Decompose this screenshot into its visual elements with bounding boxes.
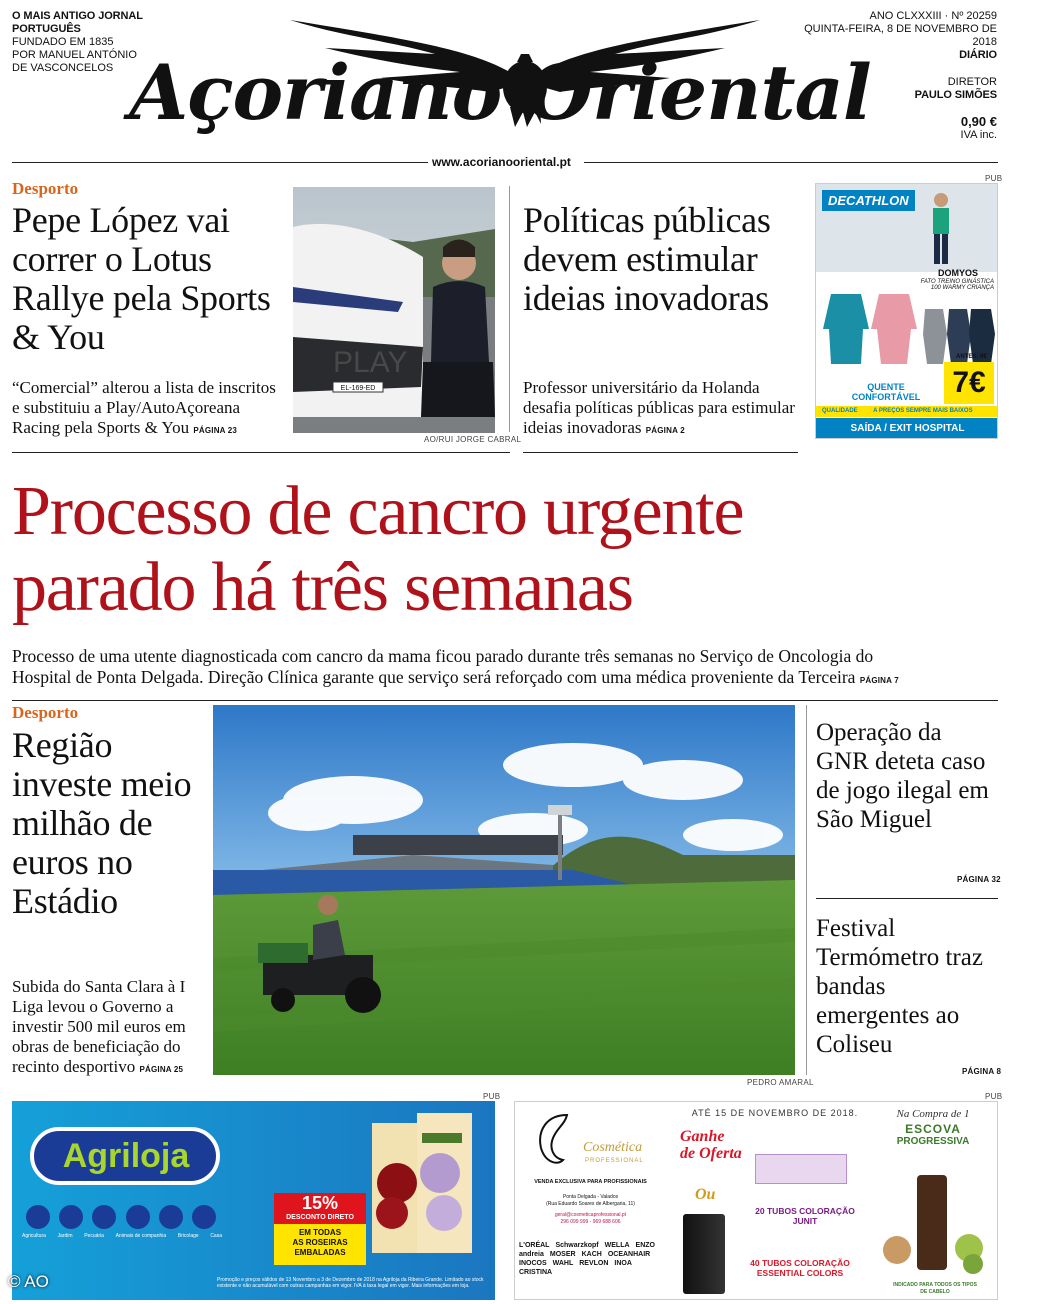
icon-label: Agricultura <box>22 1233 46 1239</box>
icon-label: Bricolage <box>177 1233 199 1239</box>
brand-logo: MOSER <box>549 1251 576 1258</box>
junit-product-icon <box>755 1154 847 1184</box>
story-lead-text: Subida do Santa Clara à I Liga levou o Governo a investir 500 mil euros em obras de beneficiação do recinto desportivo <box>12 977 186 1076</box>
frequency: DIÁRIO <box>959 49 997 61</box>
main-headline[interactable] <box>12 474 743 626</box>
story-headline[interactable]: Pepe López vai correr o Lotus Rallye pela Sports & You <box>12 200 271 357</box>
offer-line-1: 20 TUBOS COLORAÇÃO <box>755 1206 855 1216</box>
story-lead <box>12 378 287 441</box>
agriloja-icon-labels <box>22 1233 222 1239</box>
exclusive-note: VENDA EXCLUSIVA PARA PROFISSIONAIS <box>534 1179 647 1185</box>
main-lead-line-1: Processo de uma utente diagnosticada com cancro da mama ficou parado durante três semanas no Serviço de Oncologia do <box>12 646 874 666</box>
brand-logo: CRISTINA <box>519 1269 553 1276</box>
or-label: Ou <box>695 1186 716 1203</box>
tracksuits-icon <box>821 289 996 364</box>
divider <box>12 700 998 701</box>
car-plate: EL-169-ED <box>340 385 376 392</box>
animais-icon <box>126 1205 150 1229</box>
stadium-photo <box>213 705 795 1075</box>
masthead-rule-right <box>584 162 998 163</box>
bricolage-icon <box>159 1205 183 1229</box>
brand-logo: INOA <box>614 1260 632 1267</box>
icon-label: Jardim <box>57 1233 73 1239</box>
icon-label: Pecuária <box>84 1233 104 1239</box>
ad-label: PUB <box>483 1092 501 1101</box>
page-reference[interactable]: PÁGINA 32 <box>957 875 1001 884</box>
column-divider <box>509 186 510 432</box>
issue-date: QUINTA-FEIRA, 8 DE NOVEMBRO DE 2018 <box>804 23 997 48</box>
car-text: PLAY <box>333 346 408 379</box>
exit-hospital-label: SAÍDA / EXIT HOSPITAL <box>816 418 998 439</box>
cosmetica-ad[interactable] <box>514 1101 998 1300</box>
address-line-2: (Rua Eduardo Soares de Albergaria, 11) <box>546 1201 635 1207</box>
brand-logo: WAHL <box>552 1260 574 1267</box>
section-kicker: Desporto <box>12 703 79 722</box>
column-divider <box>806 705 807 1075</box>
agriloja-fineprint: Promoção e preços válidos de 13 Novembro a 3 de Dezembro de 2018 na Agriloja da Ribeira Grande. Limitado ao stock existente e não acumulável com outras campanhas em vigor. IVA à taxa legal em vigor. Mais informações em loja. <box>217 1277 484 1289</box>
address-line-1: Ponta Delgada - Valados <box>562 1194 619 1200</box>
address <box>523 1194 658 1226</box>
brand-logo: andreia <box>519 1251 544 1258</box>
story-lead-text: Professor universitário da Holanda desafia políticas públicas para estimular ideias inovadoras <box>523 378 795 437</box>
brand-logo: OCEANHAIR <box>607 1251 651 1258</box>
brand-logo: KACH <box>581 1251 602 1258</box>
main-lead-line-2-text: Hospital de Ponta Delgada. Direção Clínica garante que serviço será reforçado com uma médica proveniente da Terceira <box>12 667 856 687</box>
story-headline[interactable]: Festival Termómetro traz bandas emergentes ao Coliseu <box>816 915 983 1058</box>
divider <box>12 452 510 453</box>
rally-photo-illustration <box>293 187 495 433</box>
story-headline[interactable]: Políticas públicas devem estimular ideias inovadoras <box>523 200 771 318</box>
director-label: DIRETOR <box>947 76 997 88</box>
main-headline-line-1: Processo de cancro urgente <box>12 473 744 550</box>
comfort-line-2: CONFORTÁVEL <box>851 392 921 402</box>
icon-label: Animais de companhia <box>115 1233 167 1239</box>
woman-silhouette-icon <box>527 1110 587 1170</box>
ad-label: PUB <box>985 1092 1003 1101</box>
subbrand: DOMYOS <box>938 268 979 278</box>
hair-note <box>877 1282 993 1296</box>
roses-product-icon <box>362 1113 482 1263</box>
divider <box>816 898 998 899</box>
decathlon-ad[interactable] <box>815 183 998 439</box>
section-kicker: Desporto <box>12 179 79 198</box>
cosmetica-brand: Cosmética <box>583 1140 643 1155</box>
offer-essential <box>720 1258 880 1278</box>
brand-logo: L'ORÉAL <box>519 1242 550 1249</box>
hair-line-1: INDICADO PARA TODOS OS TIPOS <box>893 1282 977 1288</box>
price-tag: 7€ <box>944 362 994 404</box>
comfort-line-1: QUENTE <box>867 382 905 392</box>
discount-label: DESCONTO DIRETO <box>274 1213 366 1224</box>
brand-logo: INOCOS <box>519 1260 547 1267</box>
discount-badge <box>274 1193 366 1265</box>
page-reference[interactable]: PÁGINA 2 <box>645 426 685 435</box>
comfort-tag <box>846 382 926 402</box>
website-link[interactable]: www.acorianooriental.pt <box>432 155 571 169</box>
story-lead <box>523 378 795 441</box>
offer-line-4: ESSENTIAL COLORS <box>756 1268 844 1278</box>
essential-colors-product-icon <box>683 1214 725 1294</box>
page-reference[interactable]: PÁGINA 25 <box>139 1065 184 1074</box>
brush-product-icon <box>877 1170 991 1280</box>
product-line-1: FATO TREINO GINÁSTICA <box>920 279 994 285</box>
masthead-right-info <box>777 10 997 142</box>
photo-credit: PEDRO AMARAL <box>747 1078 814 1087</box>
stadium-photo-illustration <box>213 705 795 1075</box>
price: 0,90 € <box>960 114 997 129</box>
offer-junit <box>740 1206 870 1226</box>
brand-logo: REVLON <box>579 1260 609 1267</box>
gift-title <box>680 1128 742 1162</box>
offer-line-1: EM TODAS <box>298 1228 342 1237</box>
agricultura-icon <box>26 1205 50 1229</box>
founded: FUNDADO EM 1835 <box>12 36 114 48</box>
founder-line-2: DE VASCONCELOS <box>12 62 114 74</box>
progressive-brush-offer <box>875 1108 991 1147</box>
masthead-rule-left <box>12 162 428 163</box>
tagline: O MAIS ANTIGO JORNAL PORTUGUÊS <box>12 10 143 35</box>
page-reference[interactable]: PÁGINA 23 <box>193 426 238 435</box>
tax-note: IVA inc. <box>960 129 997 141</box>
page-reference[interactable]: PÁGINA 8 <box>962 1067 1002 1076</box>
gift-line-1: Ganhe <box>680 1128 725 1145</box>
divider <box>523 452 798 453</box>
icon-label: Casa <box>210 1233 222 1239</box>
offer-until: ATÉ 15 DE NOVEMBRO DE 2018. <box>691 1108 859 1118</box>
offer-line-2: AS ROSEIRAS <box>292 1238 348 1247</box>
ad-label: PUB <box>985 174 1003 183</box>
main-headline-line-2: parado há três semanas <box>12 549 633 626</box>
story-lead-text: “Comercial” alterou a lista de inscritos e substituiu a Play/AutoAçoreana Racing pela Sports & You <box>12 378 276 437</box>
agriloja-logo: Agriloja <box>62 1137 190 1175</box>
offer-line-3: EMBALADAS <box>294 1248 346 1257</box>
offer-line-3: 40 TUBOS COLORAÇÃO <box>750 1258 850 1268</box>
rally-driver-photo <box>293 187 495 433</box>
offer-line-2: JUNIT <box>792 1216 818 1226</box>
jardim-icon <box>59 1205 83 1229</box>
decathlon-logo: DECATHLON <box>822 190 915 211</box>
purchase-label: Na Compra de 1 <box>896 1108 970 1120</box>
product-line-2: PROGRESSIVA <box>896 1136 970 1147</box>
product-line-1: ESCOVA <box>905 1122 961 1136</box>
child-model-icon <box>911 190 971 270</box>
brand-logo: Schwarzkopf <box>555 1242 599 1249</box>
main-lead-line-2 <box>12 667 1012 691</box>
issue-number: ANO CLXXXIII · Nº 20259 <box>869 10 997 22</box>
discount-value: 15% <box>274 1193 366 1213</box>
newspaper-title: Açoriano Oriental <box>129 48 871 137</box>
page-reference[interactable]: PÁGINA 7 <box>859 676 899 685</box>
main-lead <box>12 646 1012 691</box>
low-prices-label: A PREÇOS SEMPRE MAIS BAIXOS <box>873 408 973 414</box>
hair-line-2: DE CABELO <box>920 1289 950 1295</box>
gift-line-2: de Oferta <box>680 1145 742 1162</box>
story-lead <box>12 977 207 1080</box>
contact-phone[interactable]: 296 099 999 - 969 688 606 <box>560 1219 621 1225</box>
contact-email[interactable]: geral@cosmeticaprofessional.pt <box>554 1212 627 1218</box>
agriloja-icons <box>26 1205 216 1229</box>
agriloja-ad[interactable] <box>12 1101 495 1300</box>
brand-logo: ENZO <box>635 1242 655 1249</box>
cosmetica-brand-sub: PROFESSIONAL <box>585 1158 644 1164</box>
photo-credit: AO/RUI JORGE CABRAL <box>424 435 522 444</box>
story-headline[interactable]: Região investe meio milhão de euros no Estádio <box>12 725 192 921</box>
quality-label: QUALIDADE <box>822 408 858 414</box>
director-name: PAULO SIMÕES <box>914 89 997 101</box>
before-price: ANTES: 9€ <box>956 354 987 360</box>
story-headline[interactable]: Operação da GNR deteta caso de jogo ilegal em São Miguel <box>816 719 989 833</box>
product-line-2: 100 WARMY CRIANÇA <box>930 285 994 291</box>
founder-line-1: POR MANUEL ANTÓNIO <box>12 49 137 61</box>
brand-logo: WELLA <box>604 1242 630 1249</box>
brand-logos <box>515 1242 665 1276</box>
pecuaria-icon <box>92 1205 116 1229</box>
casa-icon <box>192 1205 216 1229</box>
copyright-watermark: © AO <box>8 1272 49 1291</box>
quality-strip <box>816 406 998 417</box>
